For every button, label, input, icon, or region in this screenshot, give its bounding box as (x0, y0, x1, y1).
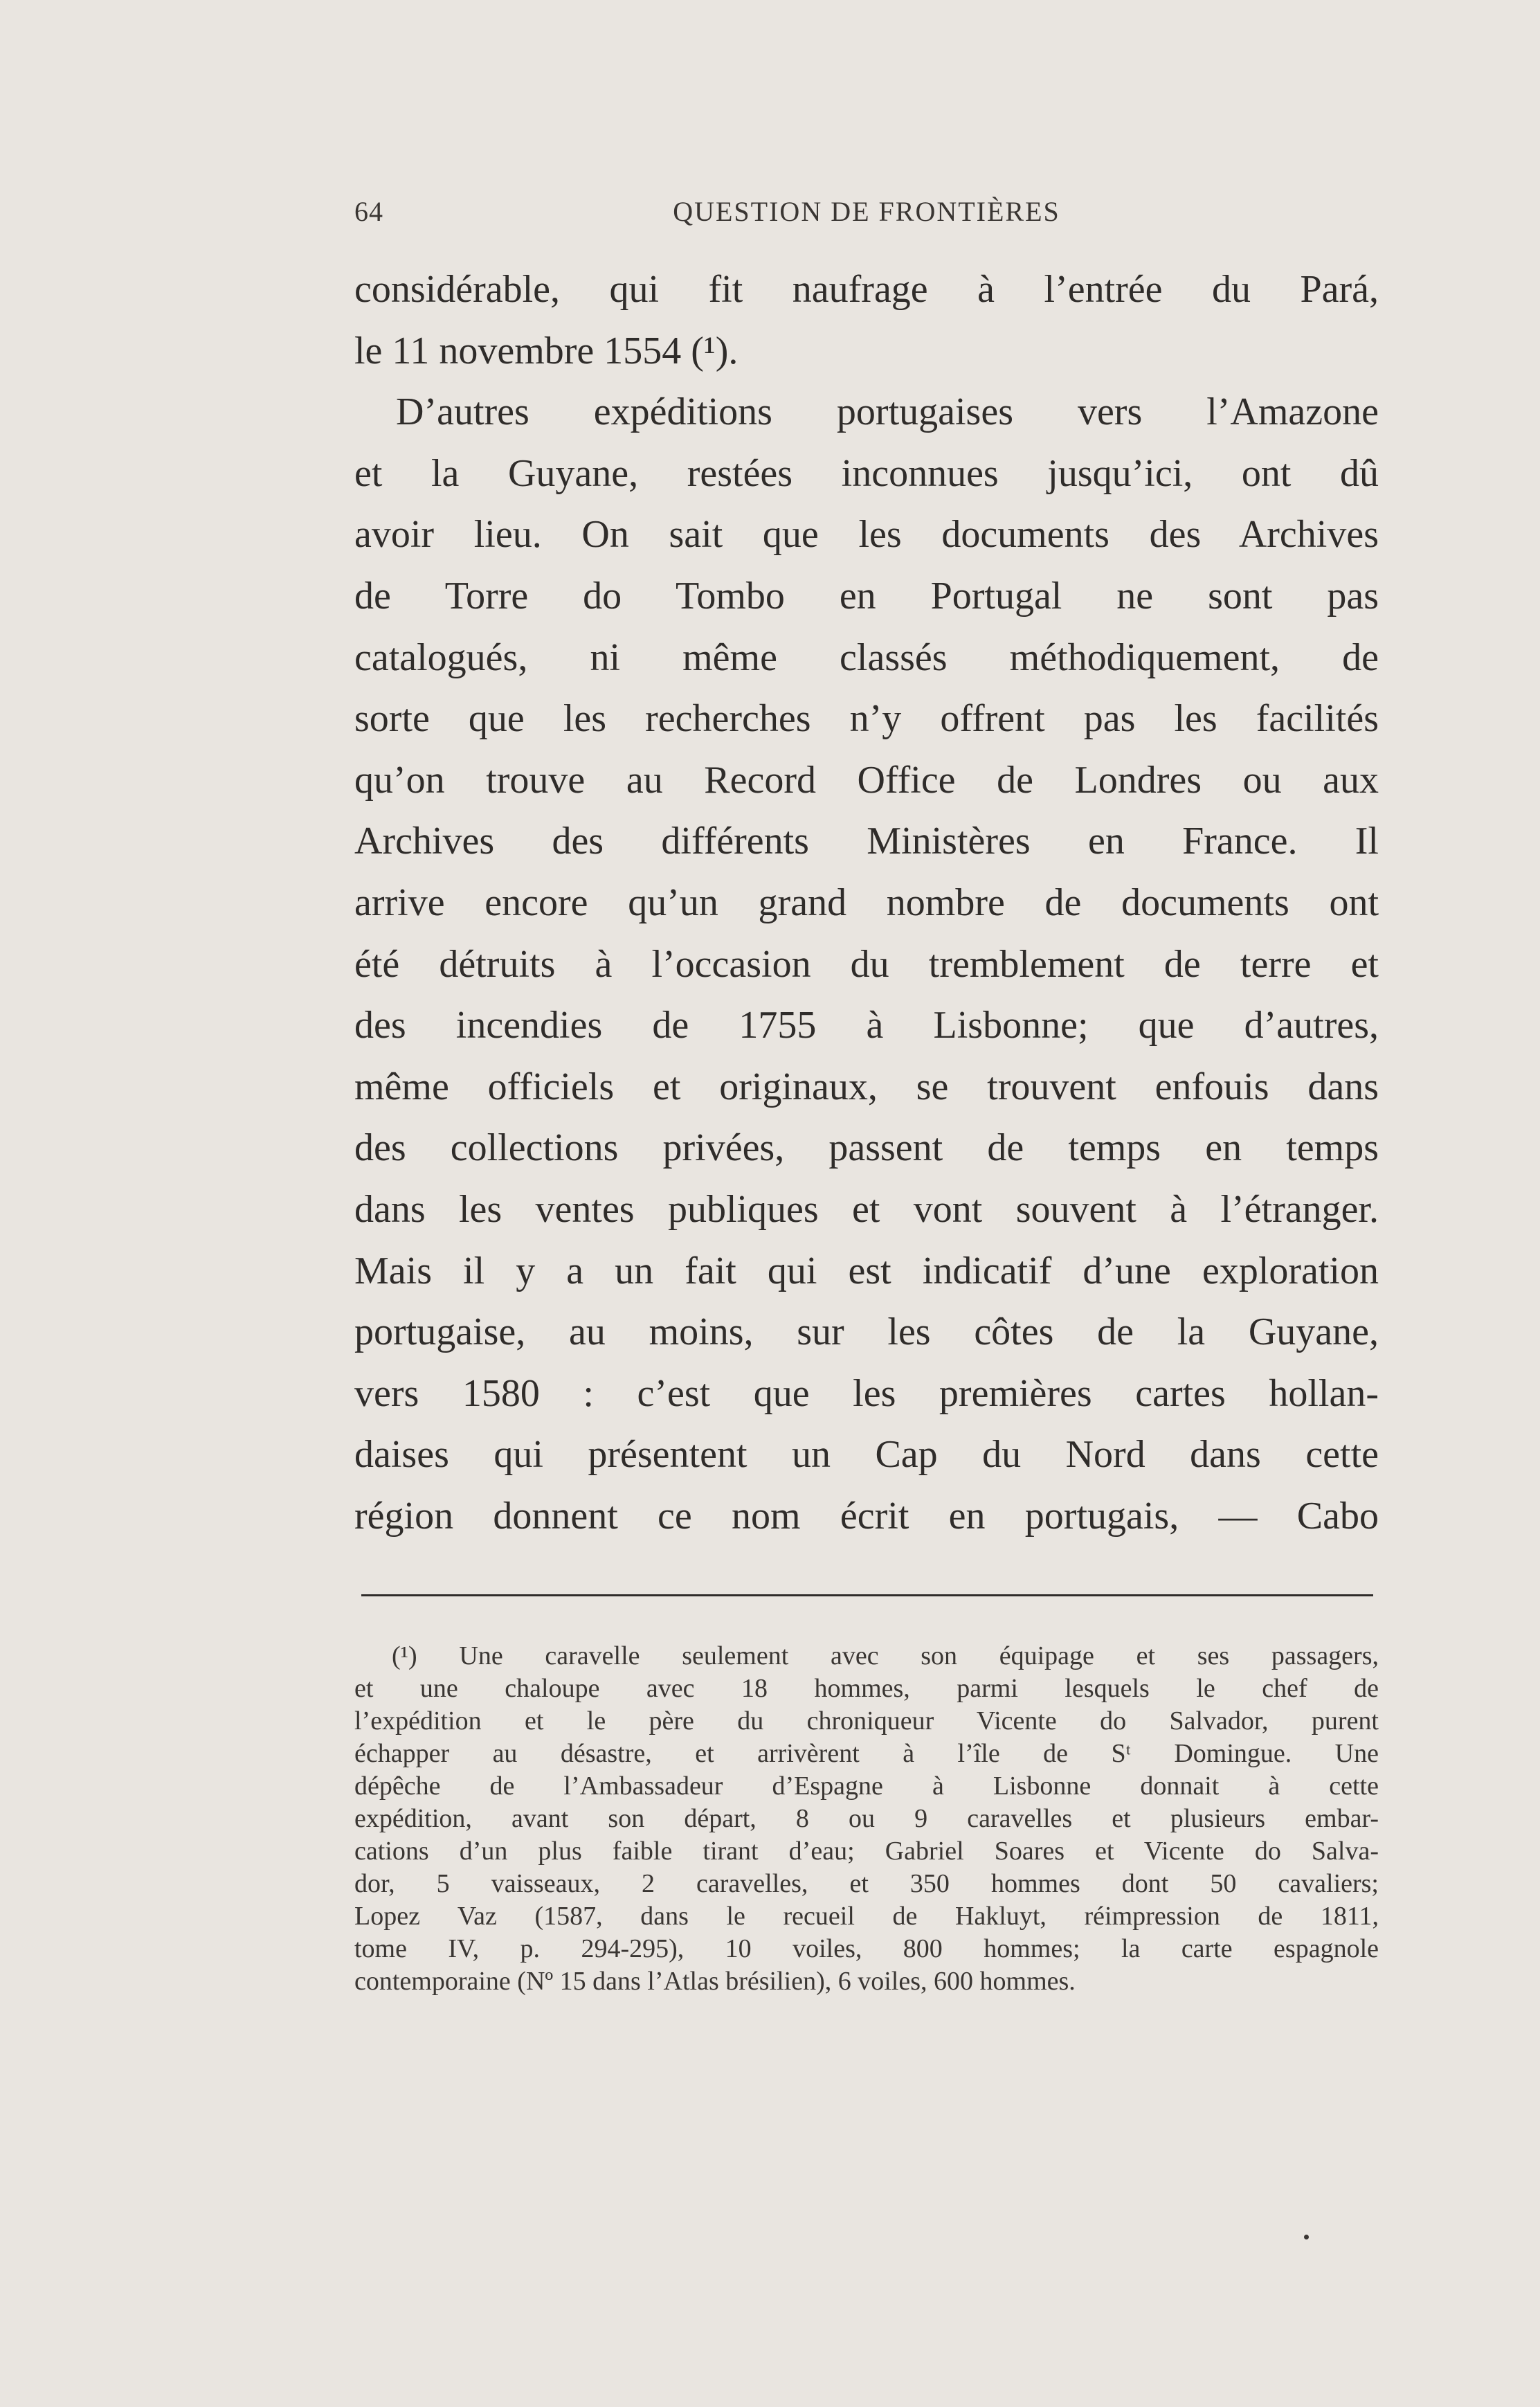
main-text (354, 259, 1379, 1547)
text-line: arrive encore qu’un grand nombre de documents ont (354, 881, 1379, 924)
footnote-line: Lopez Vaz (1587, dans le recueil de Hakluyt, réimpression de 1811, (354, 1902, 1379, 1931)
text-line: et la Guyane, restées inconnues jusqu’ici, ont dû (354, 451, 1379, 495)
footnote-line: tome IV, p. 294-295), 10 voiles, 800 hommes; la carte espagnole (354, 1934, 1379, 1963)
text-line: daises qui présentent un Cap du Nord dans cette (354, 1433, 1379, 1477)
footnote-separator (361, 1594, 1373, 1596)
footnote-line: dor, 5 vaisseaux, 2 caravelles, et 350 hommes dont 50 cavaliers; (354, 1869, 1379, 1898)
text-line: catalogués, ni même classés méthodiquement, de (354, 635, 1379, 679)
print-mark (1304, 2235, 1309, 2239)
text-line: même officiels et originaux, se trouvent enfouis dans (354, 1065, 1379, 1108)
page-number: 64 (354, 196, 383, 227)
text-line: le 11 novembre 1554 (¹). (354, 329, 739, 372)
page-header (354, 195, 1379, 237)
text-line: considérable, qui fit naufrage à l’entrée du Pará, (354, 268, 1379, 311)
footnote-line: expédition, avant son départ, 8 ou 9 caravelles et plusieurs embar- (354, 1804, 1379, 1833)
footnote-line: contemporaine (Nº 15 dans l’Atlas brésilien), 6 voiles, 600 hommes. (354, 1967, 1076, 1996)
text-line: des collections privées, passent de temps en temps (354, 1126, 1379, 1170)
footnote-line: cations d’un plus faible tirant d’eau; Gabriel Soares et Vicente do Salva- (354, 1837, 1379, 1866)
text-line: vers 1580 : c’est que les premières cartes hollan- (354, 1371, 1379, 1415)
running-title: QUESTION DE FRONTIÈRES (673, 196, 1060, 227)
footnote (354, 1640, 1379, 1998)
text-line: de Torre do Tombo en Portugal ne sont pas (354, 574, 1379, 617)
text-line: région donnent ce nom écrit en portugais, — Cabo (354, 1494, 1379, 1538)
text-line: qu’on trouve au Record Office de Londres ou aux (354, 758, 1379, 802)
text-line: D’autres expéditions portugaises vers l’Amazone (396, 390, 1379, 434)
footnote-line: (¹) Une caravelle seulement avec son équipage et ses passagers, (392, 1641, 1379, 1670)
footnote-line: dépêche de l’Ambassadeur d’Espagne à Lisbonne donnait à cette (354, 1772, 1379, 1801)
text-line: portugaise, au moins, sur les côtes de la Guyane, (354, 1310, 1379, 1354)
text-line: des incendies de 1755 à Lisbonne; que d’autres, (354, 1004, 1379, 1047)
text-line: sorte que les recherches n’y offrent pas les facilités (354, 697, 1379, 741)
footnote-line: l’expédition et le père du chroniqueur Vicente do Salvador, purent (354, 1706, 1379, 1736)
text-line: dans les ventes publiques et vont souvent à l’étranger. (354, 1187, 1379, 1231)
text-line: avoir lieu. On sait que les documents des Archives (354, 513, 1379, 557)
footnote-line: échapper au désastre, et arrivèrent à l’île de Sᵗ Domingue. Une (354, 1739, 1379, 1768)
text-line: Mais il y a un fait qui est indicatif d’une exploration (354, 1249, 1379, 1292)
text-line: Archives des différents Ministères en France. Il (354, 820, 1379, 863)
footnote-line: et une chaloupe avec 18 hommes, parmi lesquels le chef de (354, 1674, 1379, 1703)
text-line: été détruits à l’occasion du tremblement de terre et (354, 942, 1379, 986)
